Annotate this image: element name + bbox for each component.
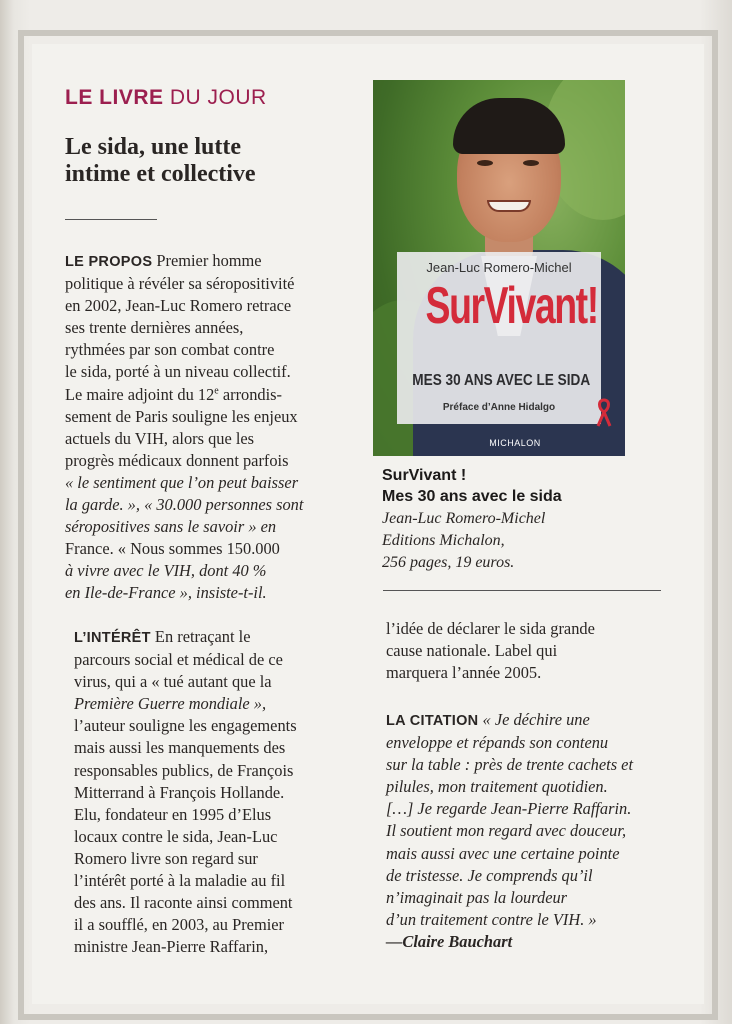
cover-preface: Préface d’Anne Hidalgo [442,402,556,413]
propos-paragraph [65,250,355,605]
text-line: responsables publics, de François [74,760,294,780]
text-line: Premier homme [152,251,262,270]
text-line: rythmées par son combat contre [65,340,275,360]
cover-publisher: MICHALON [489,438,541,448]
text-line: […] Je regarde Jean-Pierre Raffarin. [386,799,632,819]
book-publisher: Editions Michalon, [382,532,505,549]
text-line: n’imaginait pas la lourdeur [386,887,568,907]
book-details [382,508,682,574]
kicker-bold: LE LIVRE [65,86,164,109]
text-line: en 2002, Jean-Luc Romero retrace [65,296,292,316]
text-line: virus, qui a « tué autant que la [74,672,272,692]
section-kicker [65,86,267,110]
text-line: mais aussi les manquements des [74,738,286,758]
text-line: des ans. Il raconte ainsi comment [74,893,293,913]
headline-line: intime et collective [65,161,256,187]
divider [383,590,661,591]
citation-label: LA CITATION [386,713,479,729]
citation-signature: —Claire Bauchart [386,931,513,951]
superscript: e [214,385,219,397]
text-line: ministre Jean-Pierre Raffarin, [74,937,269,957]
text-line: Il soutient mon regard avec douceur, [386,821,627,841]
text-line: la garde. », « 30.000 personnes sont [65,495,304,515]
cover-author: Jean-Luc Romero-Michel [426,260,572,275]
book-price: 256 pages, 19 euros. [382,554,515,571]
text-line: Première Guerre mondiale », [74,694,267,714]
text-line: Romero livre son regard sur [74,848,258,868]
interet-paragraph [74,626,356,958]
book-title-line: Mes 30 ans avec le sida [382,488,562,505]
text-line: parcours social et médical de ce [74,650,283,670]
text-line: « le sentiment que l’on peut baisser [65,472,299,492]
text-line: séropositives sans le savoir » en [65,517,277,537]
text-line: à vivre avec le VIH, dont 40 % [65,561,267,581]
text-line: l’auteur souligne les engagements [74,716,297,736]
text-line: Le maire adjoint du 12 [65,384,215,404]
text-line: pilules, mon traitement quotidien. [386,777,608,797]
text-line: En retraçant le [150,627,251,646]
text-line: actuels du VIH, alors que les [65,428,255,448]
text-line: sement de Paris souligne les enjeux [65,406,298,426]
book-title [382,465,682,507]
text-line: le sida, porté à un niveau collectif. [65,362,291,382]
divider [65,219,157,220]
kicker-rest: DU JOUR [169,86,267,109]
cover-title: SurVivant! [425,277,598,335]
text-line: l’idée de déclarer le sida grande [386,619,595,638]
interet-continuation [386,618,676,684]
text-line: Elu, fondateur en 1995 d’Elus [74,804,272,824]
text-line: « Je déchire une [478,710,590,729]
headline-line: Le sida, une lutte [65,134,242,160]
text-line: France. « Nous sommes 150.000 [65,539,280,559]
book-title-line: SurVivant ! [382,467,467,484]
text-line: Mitterrand à François Hollande. [74,782,285,802]
text-line: arrondis- [218,384,283,404]
text-line: en Ile-de-France », insiste-t-il. [65,583,267,603]
text-line: politique à révéler sa séropositivité [65,274,295,294]
book-author: Jean-Luc Romero-Michel [382,510,546,527]
book-cover-image [373,80,625,456]
text-line: il a soufflé, en 2003, au Premier [74,915,284,935]
text-line: enveloppe et répands son contenu [386,733,609,753]
text-line: d’un traitement contre le VIH. » [386,909,597,929]
text-line: marquera l’année 2005. [386,663,542,683]
interet-label: L’INTÉRÊT [74,630,151,646]
text-line: de tristesse. Je comprends qu’il [386,865,593,885]
text-line: progrès médicaux donnent parfois [65,450,289,470]
article-headline [65,134,365,188]
text-line: sur la table : près de trente cachets et [386,755,634,775]
text-line: mais aussi avec une certaine pointe [386,843,620,863]
text-line: l’intérêt porté à la maladie au fil [74,871,286,891]
text-line: locaux contre le sida, Jean-Luc [74,826,278,846]
cover-subtitle: MES 30 ANS AVEC LE SIDA [412,372,591,389]
red-ribbon-icon [595,398,613,428]
text-line: ses trente dernières années, [65,318,244,338]
propos-label: LE PROPOS [65,254,153,270]
text-line: cause nationale. Label qui [386,641,558,661]
citation-paragraph [386,709,676,953]
